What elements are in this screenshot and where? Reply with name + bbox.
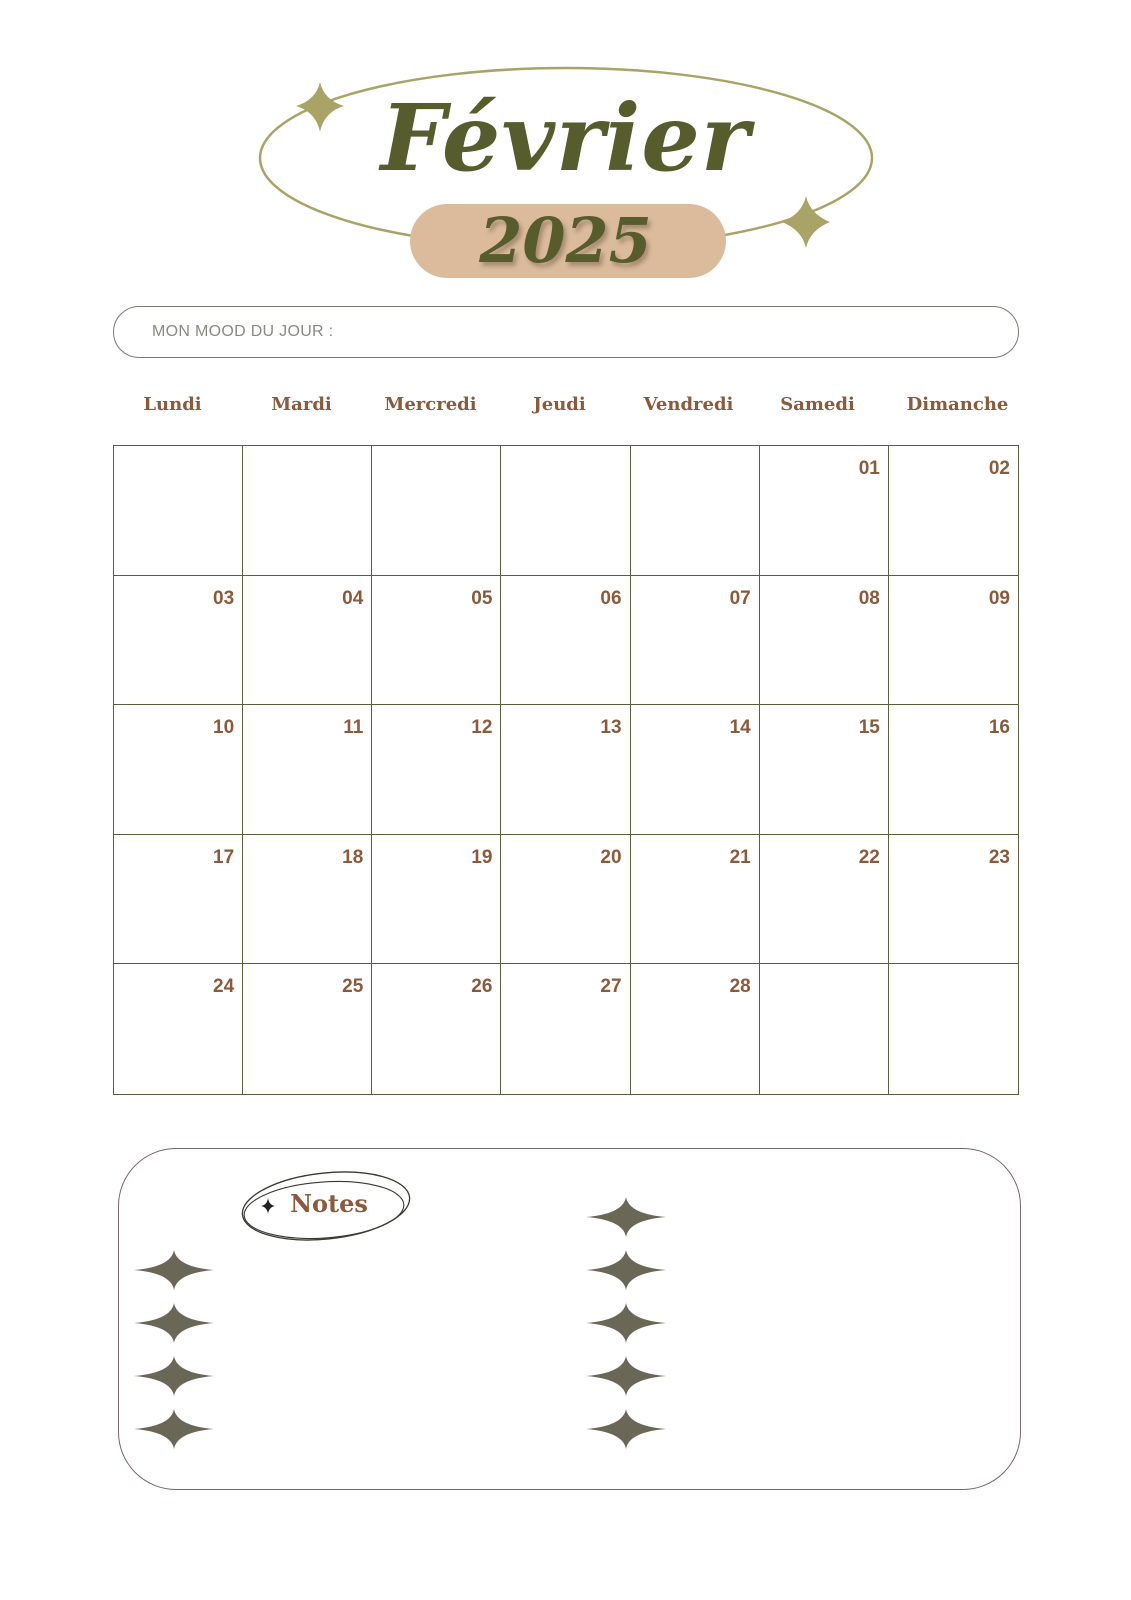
day-number: 08 bbox=[858, 587, 880, 609]
sparkle-bullet-icon bbox=[586, 1356, 666, 1396]
day-cell[interactable] bbox=[760, 705, 889, 835]
day-cell[interactable] bbox=[889, 576, 1018, 706]
day-number: 17 bbox=[213, 846, 235, 868]
day-number: 02 bbox=[988, 458, 1010, 479]
day-number: 13 bbox=[600, 717, 622, 739]
day-cell[interactable] bbox=[760, 964, 889, 1094]
day-number: 06 bbox=[600, 587, 622, 609]
weekday-friday: Vendredi bbox=[643, 394, 734, 415]
weekday-saturday: Samedi bbox=[780, 394, 855, 415]
day-cell[interactable] bbox=[372, 835, 501, 965]
day-number: 24 bbox=[213, 976, 235, 998]
day-cell[interactable] bbox=[760, 446, 889, 576]
day-number: 18 bbox=[342, 846, 364, 868]
day-number: 11 bbox=[343, 717, 364, 739]
day-cell[interactable] bbox=[243, 446, 372, 576]
day-cell[interactable] bbox=[114, 446, 243, 576]
day-cell[interactable] bbox=[243, 576, 372, 706]
month-title: Février bbox=[380, 84, 751, 192]
day-cell[interactable] bbox=[114, 576, 243, 706]
day-cell[interactable] bbox=[501, 964, 630, 1094]
sparkle-bullet-icon bbox=[134, 1356, 214, 1396]
calendar-grid bbox=[113, 445, 1019, 1095]
day-number: 10 bbox=[213, 717, 235, 739]
day-number: 15 bbox=[858, 717, 880, 739]
sparkle-bullet-icon bbox=[586, 1303, 666, 1343]
day-number: 04 bbox=[342, 587, 364, 609]
weekday-tuesday: Mardi bbox=[271, 394, 332, 415]
sparkle-bullet-icon bbox=[134, 1303, 214, 1343]
day-number: 07 bbox=[729, 587, 751, 609]
day-cell[interactable] bbox=[889, 446, 1018, 576]
day-number: 01 bbox=[858, 458, 880, 479]
day-cell[interactable] bbox=[631, 835, 760, 965]
day-cell[interactable] bbox=[631, 446, 760, 576]
day-number: 23 bbox=[988, 846, 1010, 868]
day-number: 25 bbox=[342, 976, 364, 998]
day-cell[interactable] bbox=[114, 835, 243, 965]
sparkle-bullet-icon bbox=[134, 1409, 214, 1449]
day-cell[interactable] bbox=[243, 964, 372, 1094]
day-number: 14 bbox=[729, 717, 751, 739]
weekday-thursday: Jeudi bbox=[533, 394, 586, 415]
day-cell[interactable] bbox=[760, 835, 889, 965]
day-cell[interactable] bbox=[114, 964, 243, 1094]
notes-title: Notes bbox=[290, 1189, 368, 1218]
day-cell[interactable] bbox=[889, 835, 1018, 965]
day-cell[interactable] bbox=[631, 576, 760, 706]
day-cell[interactable] bbox=[889, 964, 1018, 1094]
day-number: 09 bbox=[988, 587, 1010, 609]
day-number: 03 bbox=[213, 587, 235, 609]
mood-input-field[interactable] bbox=[113, 306, 1019, 358]
sparkle-bullet-icon bbox=[134, 1250, 214, 1290]
day-number: 19 bbox=[471, 846, 493, 868]
day-cell[interactable] bbox=[114, 705, 243, 835]
year-label: 2025 bbox=[479, 204, 652, 277]
day-cell[interactable] bbox=[760, 576, 889, 706]
day-number: 27 bbox=[600, 976, 622, 998]
weekday-sunday: Dimanche bbox=[906, 394, 1009, 415]
mood-label: MON MOOD DU JOUR : bbox=[152, 323, 334, 340]
day-number: 21 bbox=[729, 846, 751, 868]
day-cell[interactable] bbox=[631, 705, 760, 835]
day-number: 12 bbox=[471, 717, 493, 739]
day-number: 16 bbox=[988, 717, 1010, 739]
day-cell[interactable] bbox=[889, 705, 1018, 835]
weekday-monday: Lundi bbox=[143, 394, 202, 415]
sparkle-bullet-icon bbox=[586, 1409, 666, 1449]
day-number: 22 bbox=[858, 846, 880, 868]
day-cell[interactable] bbox=[501, 705, 630, 835]
day-cell[interactable] bbox=[501, 576, 630, 706]
day-number: 28 bbox=[729, 976, 751, 998]
day-cell[interactable] bbox=[501, 446, 630, 576]
weekday-wednesday: Mercredi bbox=[384, 394, 477, 415]
day-number: 26 bbox=[471, 976, 493, 998]
day-cell[interactable] bbox=[243, 705, 372, 835]
day-number: 20 bbox=[600, 846, 622, 868]
day-number: 05 bbox=[471, 587, 493, 609]
day-cell[interactable] bbox=[631, 964, 760, 1094]
day-cell[interactable] bbox=[372, 576, 501, 706]
day-cell[interactable] bbox=[501, 835, 630, 965]
sparkle-bullet-icon bbox=[586, 1197, 666, 1237]
day-cell[interactable] bbox=[372, 964, 501, 1094]
day-cell[interactable] bbox=[243, 835, 372, 965]
day-cell[interactable] bbox=[372, 446, 501, 576]
sparkle-bullet-icon bbox=[586, 1250, 666, 1290]
day-cell[interactable] bbox=[372, 705, 501, 835]
